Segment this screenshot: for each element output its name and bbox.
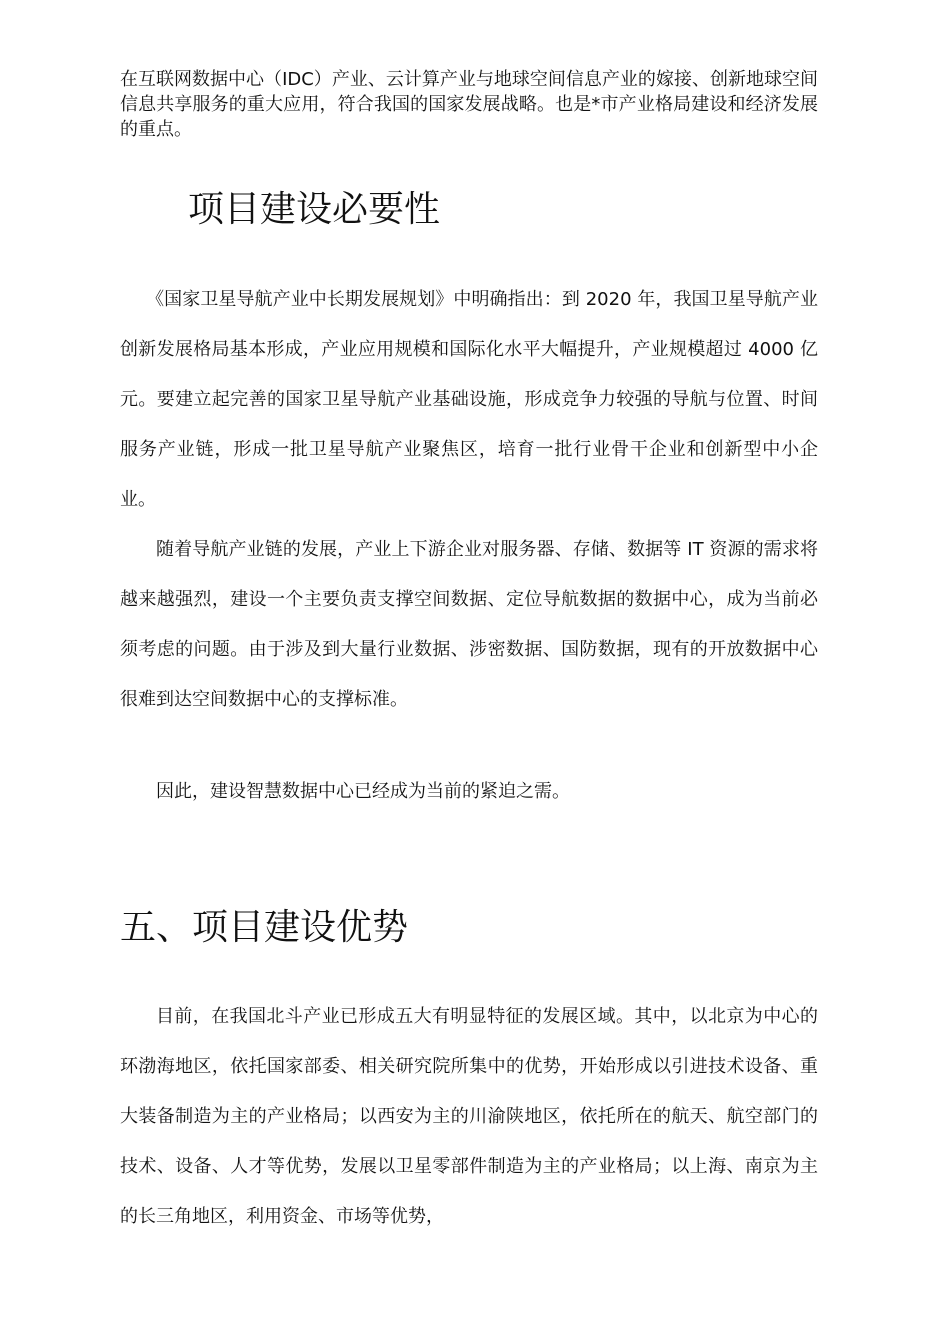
paragraph-navigation-plan: 《国家卫星导航产业中长期发展规划》中明确指出：到 2020 年，我国卫星导航产业创新发展格局基本形成，产业应用规模和国际化水平大幅提升，产业规模超过 4000 亿元。要建立起完善的国家卫星导航产业基础设施，形成竞争力较强的导航与位置、时间服务产业链，形成一批卫星导航产业聚焦区，培育一批行业骨干企业和创新型中小企业。 [120,289,818,510]
intro-paragraph: 在互联网数据中心（IDC）产业、云计算产业与地球空间信息产业的嫁接、创新地球空间信息共享服务的重大应用，符合我国的国家发展战略。也是*市产业格局建设和经济发展的重点。 [120,69,818,140]
paragraph-regional-advantage: 目前，在我国北斗产业已形成五大有明显特征的发展区域。其中，以北京为中心的环渤海地区，依托国家部委、相关研究院所集中的优势，开始形成以引进技术设备、重大装备制造为主的产业格局；以西安为主的川渝陕地区，依托所在的航天、航空部门的技术、设备、人才等优势，发展以卫星零部件制造为主的产业格局；以上海、南京为主的长三角地区，利用资金、市场等优势， [120,1006,818,1227]
section-heading-necessity: 项目建设必要性 [188,189,441,230]
paragraph-conclusion: 因此，建设智慧数据中心已经成为当前的紧迫之需。 [156,781,570,802]
section-heading-advantage: 五、项目建设优势 [120,907,409,948]
paragraph-industry-chain: 随着导航产业链的发展，产业上下游企业对服务器、存储、数据等 IT 资源的需求将越来越强烈，建设一个主要负责支撑空间数据、定位导航数据的数据中心，成为当前必须考虑的问题。由于涉及到大量行业数据、涉密数据、国防数据，现有的开放数据中心很难到达空间数据中心的支撑标准。 [120,539,818,710]
